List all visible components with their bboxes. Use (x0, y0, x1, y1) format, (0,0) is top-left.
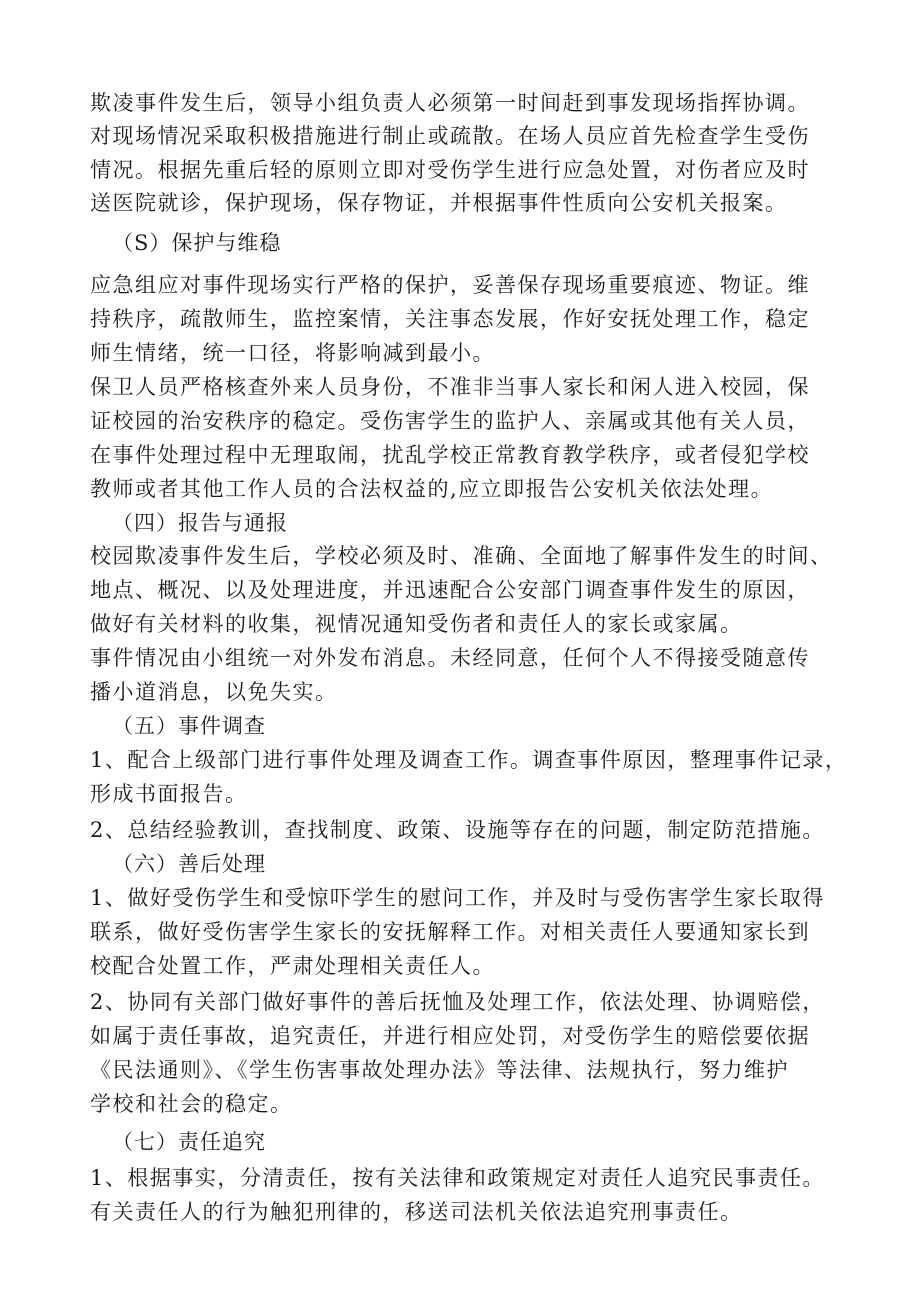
section-heading: （S）保护与维稳 (112, 231, 282, 255)
text-line: 联系，做好受伤害学生家长的安抚解释工作。对相关责任人要通知家长到 (90, 920, 810, 944)
text-line: 持秩序，疏散师生，监控案情，关注事态发展，作好安抚处理工作，稳定 (90, 307, 810, 331)
text-line: 地点、概况、以及处理进度，并迅速配合公安部门调查事件发生的原因， (90, 578, 810, 602)
text-line: 2、总结经验教训，查找制度、政策、设施等存在的问题，制定防范措施。 (90, 818, 825, 842)
text-line: 做好有关材料的收集，视情况通知受伤者和责任人的家长或家属。 (90, 612, 743, 636)
text-line: 师生情绪，统一口径，将影响减到最小。 (90, 341, 495, 365)
text-line: 欺凌事件发生后，领导小组负责人必须第一时间赶到事发现场指挥协调。 (90, 91, 810, 115)
text-line: 1、做好受伤学生和受惊吓学生的慰问工作，并及时与受伤害学生家长取得 (90, 886, 825, 910)
section-heading: （七）责任追究 (112, 1130, 266, 1154)
text-line: 教师或者其他工作人员的合法权益的,应立即报告公安机关依法处理。 (90, 477, 774, 501)
text-line: 送医院就诊，保护现场，保存物证，并根据事件性质向公安机关报案。 (90, 191, 788, 215)
text-line: 1、配合上级部门进行事件处理及调查工作。调查事件原因，整理事件记录， (90, 748, 848, 772)
text-line: 学校和社会的稳定。 (90, 1092, 293, 1116)
text-line: 2、协同有关部门做好事件的善后抚恤及处理工作，依法处理、协调赔偿， (90, 990, 825, 1014)
text-line: 保卫人员严格核查外来人员身份，不准非当事人家长和闲人进入校园，保 (90, 375, 810, 399)
section-heading: （五）事件调查 (112, 714, 266, 738)
text-line: 有关责任人的行为触犯刑律的，移送司法机关依法追究刑事责任。 (90, 1200, 743, 1224)
text-line: 情况。根据先重后轻的原则立即对受伤学生进行应急处置，对伤者应及时 (90, 158, 810, 182)
text-line: 在事件处理过程中无理取闹，扰乱学校正常教育教学秩序，或者侵犯学校 (90, 443, 810, 467)
section-heading: （四）报告与通报 (112, 511, 288, 535)
text-line: 1、根据事实，分清责任，按有关法律和政策规定对责任人追究民事责任。 (90, 1166, 825, 1190)
text-line: 对现场情况采取积极措施进行制止或疏散。在场人员应首先检查学生受伤 (90, 124, 810, 148)
text-line: 校配合处置工作，严肃处理相关责任人。 (90, 954, 495, 978)
section-heading: （六）善后处理 (112, 852, 266, 876)
text-line: 事件情况由小组统一对外发布消息。未经同意，任何个人不得接受随意传 (90, 646, 810, 670)
text-line: 播小道消息，以免失实。 (90, 680, 338, 704)
text-line: 校园欺凌事件发生后，学校必须及时、准确、全面地了解事件发生的时间、 (90, 544, 833, 568)
text-line: 形成书面报告。 (90, 782, 248, 806)
text-line: 证校园的治安秩序的稳定。受伤害学生的监护人、亲属或其他有关人员， (90, 409, 810, 433)
text-line: 应急组应对事件现场实行严格的保护，妥善保存现场重要痕迹、物证。维 (90, 273, 810, 297)
text-line: 如属于责任事故，追究责任，并进行相应处罚，对受伤学生的赔偿要依据 (90, 1024, 810, 1048)
text-line: 《民法通则》、《学生伤害事故处理办法》等法律、法规执行，努力维护 (90, 1058, 789, 1082)
